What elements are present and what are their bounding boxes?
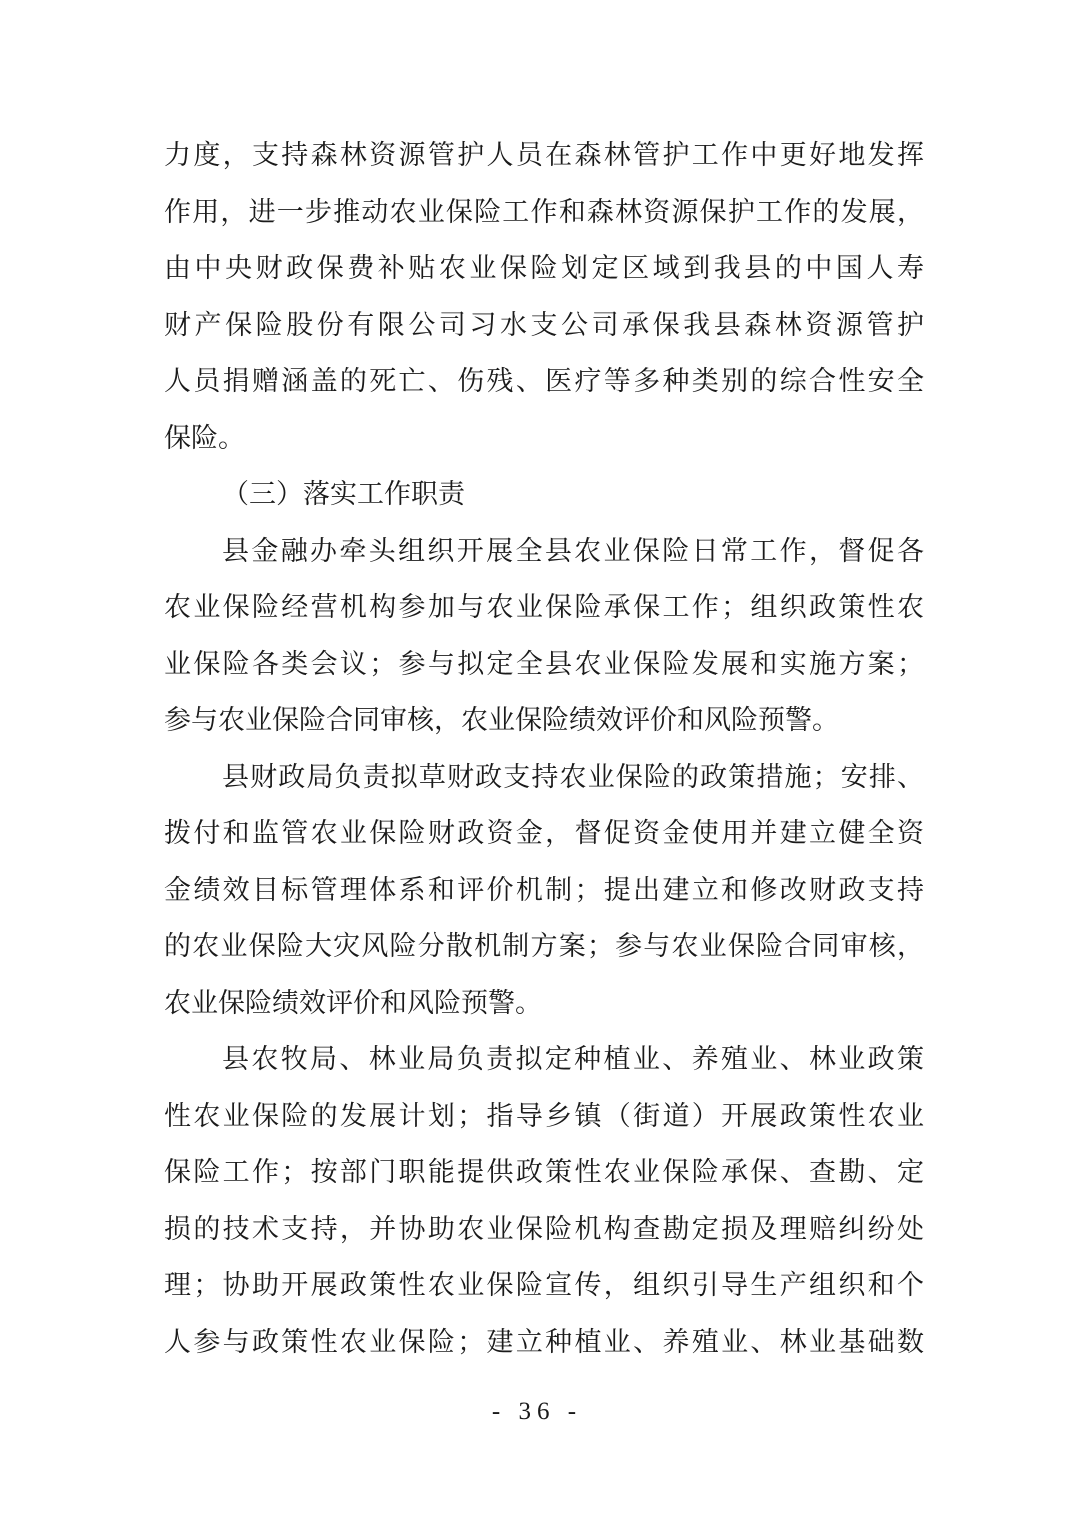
text-line: 人参与政策性农业保险；建立种植业、养殖业、林业基础数 — [164, 1326, 924, 1358]
text-line: 县金融办牵头组织开展全县农业保险日常工作，督促各 — [222, 535, 924, 567]
section-heading: （三）落实工作职责 — [222, 479, 465, 510]
text-line: 损的技术支持，并协助农业保险机构查勘定损及理赔纠纷处 — [164, 1213, 924, 1245]
text-line: 由中央财政保费补贴农业保险划定区域到我县的中国人寿 — [164, 253, 924, 284]
text-line: 业保险各类会议；参与拟定全县农业保险发展和实施方案； — [164, 648, 924, 680]
text-line: 县农牧局、林业局负责拟定种植业、养殖业、林业政策 — [222, 1044, 924, 1075]
text-line: 保险工作；按部门职能提供政策性农业保险承保、查勘、定 — [164, 1157, 924, 1188]
text-line: 性农业保险的发展计划；指导乡镇（街道）开展政策性农业 — [164, 1100, 924, 1132]
text-line: 农业保险绩效评价和风险预警。 — [164, 987, 542, 1019]
text-line: 农业保险经营机构参加与农业保险承保工作；组织政策性农 — [164, 592, 924, 623]
text-line: 县财政局负责拟草财政支持农业保险的政策措施；安排、 — [222, 761, 924, 793]
text-line: 作用，进一步推动农业保险工作和森林资源保护工作的发展， — [164, 196, 924, 228]
text-line: 财产保险股份有限公司习水支公司承保我县森林资源管护 — [164, 309, 924, 341]
body-text — [164, 128, 924, 1371]
text-line: 拨付和监管农业保险财政资金，督促资金使用并建立健全资 — [164, 818, 924, 849]
text-line: 的农业保险大灾风险分散机制方案；参与农业保险合同审核， — [164, 931, 924, 962]
text-line: 人员捐赠涵盖的死亡、伤残、医疗等多种类别的综合性安全 — [164, 366, 924, 397]
text-line: 理；协助开展政策性农业保险宣传，组织引导生产组织和个 — [164, 1270, 924, 1301]
text-line: 参与农业保险合同审核，农业保险绩效评价和风险预警。 — [164, 705, 839, 736]
page-number: - 36 - — [491, 1398, 583, 1425]
text-line: 金绩效目标管理体系和评价机制；提出建立和修改财政支持 — [164, 874, 924, 906]
text-line: 保险。 — [164, 422, 245, 454]
text-line: 力度，支持森林资源管护人员在森林管护工作中更好地发挥 — [164, 140, 924, 171]
